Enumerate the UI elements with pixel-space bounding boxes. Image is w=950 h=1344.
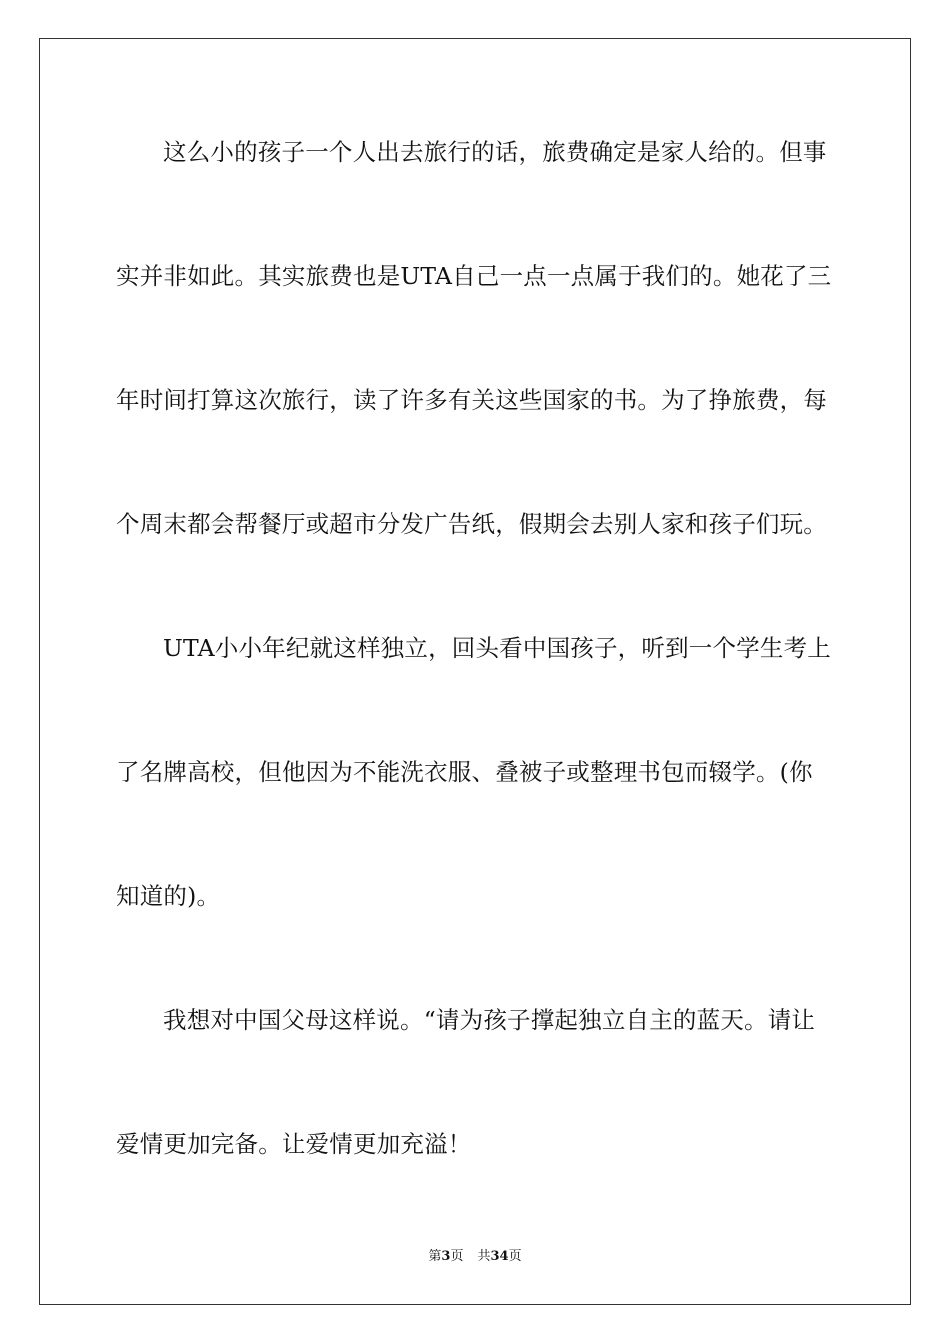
paragraph-line: 知道的)。 [116, 882, 221, 910]
page-suffix: 页 [450, 1249, 464, 1264]
paragraph-line: 我想对中国父母这样说。“请为孩子撑起独立自主的蓝天。请让 [163, 1006, 816, 1034]
paragraph-line: 实并非如此。其实旅费也是UTA自己一点一点属于我们的。她花了三 [116, 262, 832, 290]
total-pages: 34 [490, 1249, 509, 1264]
paragraph-line: 爱情更加完备。让爱情更加充溢！ [116, 1130, 472, 1158]
page-number: 3 [441, 1249, 451, 1264]
paragraph-line: 这么小的孩子一个人出去旅行的话，旅费确定是家人给的。但事 [163, 138, 827, 166]
page-border [39, 38, 911, 1305]
paragraph-line: 年时间打算这次旅行，读了许多有关这些国家的书。为了挣旅费，每 [116, 386, 827, 414]
total-suffix: 页 [508, 1249, 522, 1264]
paragraph-line: 个周末都会帮餐厅或超市分发广告纸，假期会去别人家和孩子们玩。 [116, 510, 827, 538]
total-prefix: 共 [477, 1249, 491, 1264]
page-footer [0, 1248, 950, 1266]
paragraph-line: UTA小小年纪就这样独立，回头看中国孩子，听到一个学生考上 [163, 634, 831, 662]
paragraph-line: 了名牌高校，但他因为不能洗衣服、叠被子或整理书包而辍学。(你 [116, 758, 813, 786]
page-prefix: 第 [428, 1249, 442, 1264]
